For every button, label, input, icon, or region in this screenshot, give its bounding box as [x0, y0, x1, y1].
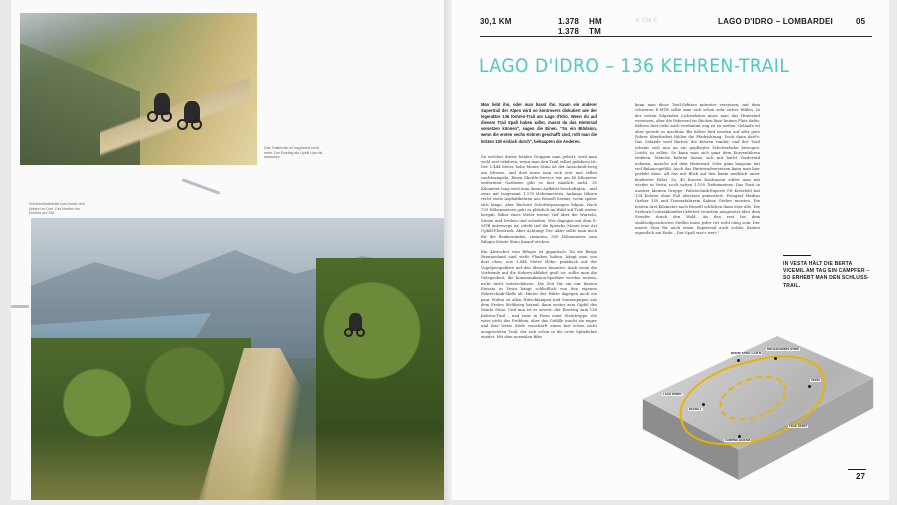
route-map-3d [638, 333, 878, 483]
photo-riders-ridge [20, 13, 257, 165]
header-page-number: 05 [856, 17, 866, 26]
caption-top-photo: Das Trailterrain ist insgesamt nicht mehr. Der Einstieg als Uphill Ups mit anpassen. [264, 146, 323, 160]
text-column-1 [481, 102, 597, 492]
map-label: BEZZELL [689, 407, 702, 411]
map-label: TRAIL START [789, 424, 808, 428]
header-tag: K EM E [636, 18, 658, 24]
header-region: LAGO D'IDRO – LOMBARDEI [718, 17, 833, 26]
paragraph: Ein Abstecher vom Rifugio ist gigantisch. Da die Berge Brunnenland sind steile Flanken haben, hängt man von dort oben, aus 1.444 Meter Höhe, praktisch auf der Vogelperspektive auf den Idrosee hinunter. Auch wenn die Vorfreude auf die Kehren-Abfahrt groß ist, sollte man die Gelegenheit, die Kommunikation-Sparbier werden nutzen, nicht nicht unterschätzen. Die Zeit für ein nur kurzen Einsatz in Vesta hängt schließlich von den eigenen Fahrtechnik-Skills ab. Hinter der Hütte dagegen auch ein paar Stufen zu allen Hütschlampen und Sonnenpupen aus dem Ersten Weltkrieg herauf. dann weiter zum Gipfel des Monte Stino. Und nun ist es soweit, der Einstieg zum 136 Kehren-Trail – und zwar in Form einer Steintreppe. Sie wäre nicht das Problem, aber das Gefälle macht sie enger und ihre letzte Stufe verschärft einen fast schon nicht ausgesetzten Trail, der sich schon in die erste Spitzkehre windet. Mit dem normalen Bike [481, 248, 597, 339]
paragraph: kann man diese Trail-Sektion mitunter versetzen, mit dem schweren E-MTB sollte man sich schon sehr sicher fühlen. In der ersten folgenden Lichtsektion muss man das Hinterrad versetzen, aber die Fahrerad im Rücken lässt keinen Platz dafür. Kehren drei sieht auch verdammt eng zu zu steilen. Gelände ist aber gerade so machbar. Bis Kehre fünf werden auf sehr gute Fahrer überfordert fühlen die Pfadrichtung, Doch dann darf's: Das Gelände wird flacher, die Kehren runder, und der Trail scheint sich nun an ein gepflegter Schotterbahn bewegen. Leicht zu rollen. So kann man sich ganz dem Kurvenfahren widmen. Manche Kehren lassen sich mit leicht Vorderrad nehmen, manche auf dem Hinterrad. Oder ganz langsam mit viel Balancegefühl. Auch das Hinterradversetzen kann man hier perfekt üben. All das mit Blick auf den kaum merklich unter konkreter Fahrt. So. 40 Kurven Kontinuent stiftet man mit wieder in Vesta, noch satten 1.100 Tiefenmetern. Das Fazit in unserer kleinen Gruppe: Fahrtechnik-Experte Pit Kreisfeld hat 134 Kehren ohne Fuß absetzen gemeistert. Fotograf Markus Greber 130 und Trainerfahrerin Sabine Greber meisten. Die letzten drei Kilometer nach Bezzell schlichen dann eher alle. Die Seehorn Contrabbandieri klettert trotzdem ausgesetzt über dem Seeufer durch den Wald. An den rest bis dem stahlseilgesicherten Stellen muss jeder Ort wohl einig sein. Der innere Sinn für auch einen Supertrail auch solche Salatei eigentlich am Ende: „Der Spaß war's wert." [635, 102, 760, 236]
map-label: LAGO D'IDRO [663, 392, 682, 396]
header-hm: 1.378 HM [558, 17, 602, 26]
right-page [452, 0, 889, 500]
text-column-2 [635, 102, 760, 334]
folio-rule [848, 469, 866, 470]
left-page [11, 0, 444, 500]
map-label: RIFUGIO MONTE STINO [767, 347, 799, 351]
pull-quote: IN VESTA HÄLT DIE BERTA VICEMIL AM TAG EIN CAMPFER – SO ERHEBT MAN DEN SCHLUSS-TRAIL. [783, 261, 870, 289]
caption-main-photo: Schönheitsaktivität zum Anreiz den Abfahrt im Dorf. Der Verdien hin Einblick auf Sitz [29, 202, 85, 216]
quote-rule [783, 255, 811, 256]
map-label: MONTE STINO 1.444 M [731, 351, 762, 355]
map-label: CAMPING BAIZANI [725, 438, 751, 442]
map-label: VESTA [811, 378, 821, 382]
photo-rider-lake-trail [31, 218, 456, 500]
page-number: 27 [856, 472, 865, 481]
article-intro: Man liebt ihn, oder man hasst ihn. Kaum ein anderer Supertrail der Alpen wird so kontrovers diskutiert wie der legendäre 136 Kehren-Trail am Lago d'Idro. Wenn du auf diesem Trail Spaß haben willst, musst du das Hinterrad versetzen können", sagen die Einen. "So ein Blödsinn, wenn die ersten sechs Kehren geschafft sind, rollt man die letzten 130 einfach durch", behaupten die Anderen. [481, 102, 597, 144]
header-tm: 1.378 TM [558, 27, 601, 36]
paragraph: Zu welcher dieser beiden Gruppen man gehört, wird man wohl erst erfahren, wenn man den Trail selbst gefahren ist. Der 1.444 Meter hohe Monte Stino ist der Ausschnitt-berg am Idrosee, und dort muss man sich erst mal selbst raufstrampeln. Einen Shuttle-Service wie am 40 Kilometer entfernten Gardasee gibt es hier nämlich nicht. 35 Kilometer lang wird man daran Auffahrt beschäftigen – und zwar mit insgesamt 1.378 Höhenmetern. Anfangs führen recht steile Asphaltkehren aus Bezzell heraus, wenn später sich lange, aber flachere Schotterpassagen folgen. Nach 750 Höhenmetern geht es plötzlich im Wald auf Trail weiter bergab. Bikor eines Meter weiter, tief über die Wurzeln, Steine und Drehen und schieben. Wer dagegen mit dem E-MTB unterwegs ist, erlebt tief die Sprache Monte eine Art Uphill-Flowtrack. Aber Achtung! Der Aktiv sollte man noch für die flankierenden, rasanten, 300 Höhenmeter zum Rifugio Monte Stino hinauf reichen. [481, 153, 597, 245]
article-title: LAGO D'IDRO – 136 KEHREN-TRAIL [479, 56, 790, 77]
header-rule [480, 36, 872, 37]
header-distance: 30,1 KM [480, 17, 512, 26]
gutter [444, 0, 452, 505]
